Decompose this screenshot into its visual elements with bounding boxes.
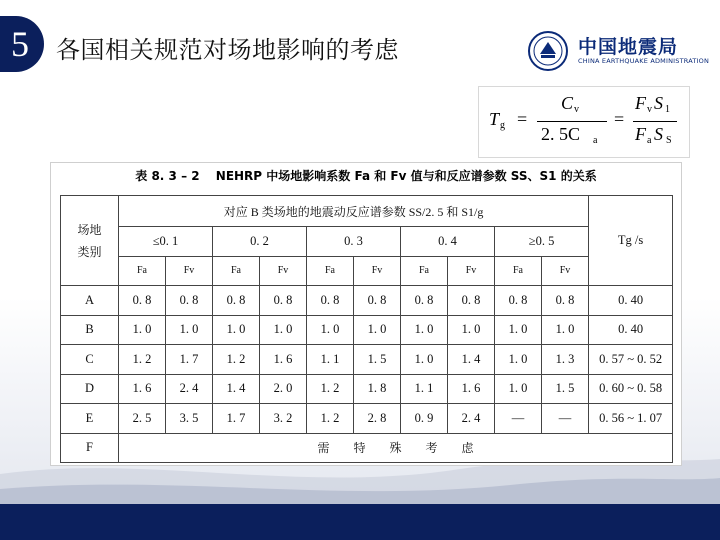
coef-value-cell: 0. 8 (401, 286, 448, 316)
tg-value-cell: 0. 57 ~ 0. 52 (589, 345, 673, 375)
nehrp-table (60, 195, 673, 463)
formula-lhs: T (489, 109, 500, 129)
coef-value-cell: 2. 0 (260, 374, 307, 404)
coef-value-cell: 0. 8 (354, 286, 401, 316)
site-class-cell: B (61, 315, 119, 345)
formula-frac1-line (537, 121, 607, 122)
slide-number-badge (0, 16, 44, 72)
cea-emblem-icon (526, 30, 570, 72)
site-class-cell: E (61, 404, 119, 434)
range-header: ≥0. 5 (495, 227, 589, 257)
table-row (61, 404, 673, 434)
coef-value-cell: 0. 8 (448, 286, 495, 316)
coef-value-cell: 1. 0 (260, 315, 307, 345)
formula-frac2-num-s: S (654, 93, 663, 113)
coef-header: Fv (166, 256, 213, 286)
coef-value-cell: 3. 5 (166, 404, 213, 434)
site-class-cell: D (61, 374, 119, 404)
header-row-ranges (61, 227, 673, 257)
coef-value-cell: 1. 2 (307, 404, 354, 434)
coef-header: Fa (495, 256, 542, 286)
header-row-1 (61, 196, 673, 227)
table-row (61, 345, 673, 375)
tg-value-cell: 0. 56 ~ 1. 07 (589, 404, 673, 434)
coef-value-cell: 1. 0 (401, 345, 448, 375)
coef-value-cell: 1. 3 (542, 345, 589, 375)
footer-bar (0, 504, 720, 540)
coef-header: Fv (542, 256, 589, 286)
table-row-special (61, 433, 673, 463)
coef-value-cell: 1. 1 (401, 374, 448, 404)
coef-value-cell: 1. 0 (166, 315, 213, 345)
coef-value-cell: 2. 5 (119, 404, 166, 434)
table-caption: 表 8. 3 – 2 NEHRP 中场地影响系数 Fa 和 Fv 值与和反应谱参数 SS、S1 的关系 (135, 169, 597, 183)
slide-title: 各国相关规范对场地影响的考虑 (56, 36, 399, 64)
formula-frac2-num-sub1: v (647, 104, 652, 115)
coef-value-cell: 1. 6 (260, 345, 307, 375)
coef-value-cell: 0. 9 (401, 404, 448, 434)
group-header: 对应 B 类场地的地震动反应谱参数 SS/2. 5 和 S1/g (119, 196, 589, 227)
coef-value-cell: 0. 8 (495, 286, 542, 316)
table-row (61, 286, 673, 316)
logo-name-cn: 中国地震局 (578, 36, 679, 58)
formula-frac2-line (633, 121, 677, 122)
coef-value-cell: 0. 8 (542, 286, 589, 316)
coef-value-cell: 0. 8 (166, 286, 213, 316)
special-consideration-cell: 需 特 殊 考 虑 (119, 433, 673, 463)
formula-frac1-num: C (561, 93, 574, 113)
site-class-cell: C (61, 345, 119, 375)
coef-value-cell: 1. 0 (448, 315, 495, 345)
formula-frac2-den-sub1: a (647, 135, 652, 146)
coef-value-cell: 0. 8 (119, 286, 166, 316)
coef-value-cell: 1. 2 (213, 345, 260, 375)
coef-value-cell: 1. 0 (495, 345, 542, 375)
table-row (61, 315, 673, 345)
slide-number: 5 (11, 24, 29, 64)
header-row-coefficients (61, 256, 673, 286)
formula-frac2-num-f: F (635, 93, 646, 113)
coef-value-cell: 1. 0 (401, 315, 448, 345)
coef-value-cell: 1. 0 (119, 315, 166, 345)
tg-value-cell: 0. 60 ~ 0. 58 (589, 374, 673, 404)
coef-header: Fv (448, 256, 495, 286)
logo (526, 30, 716, 72)
coef-header: Fa (401, 256, 448, 286)
coef-header: Fa (119, 256, 166, 286)
coef-value-cell: — (495, 404, 542, 434)
coef-value-cell: 1. 0 (495, 374, 542, 404)
formula-frac2-den-s: S (654, 124, 663, 144)
formula-frac1-den-sub: a (593, 135, 598, 146)
range-header: 0. 3 (307, 227, 401, 257)
coef-value-cell: 1. 0 (542, 315, 589, 345)
coef-value-cell: 2. 8 (354, 404, 401, 434)
coef-value-cell: 1. 2 (119, 345, 166, 375)
coef-value-cell: 0. 8 (213, 286, 260, 316)
coef-value-cell: 1. 0 (307, 315, 354, 345)
coef-value-cell: 1. 4 (213, 374, 260, 404)
coef-value-cell: — (542, 404, 589, 434)
coef-header: Fa (213, 256, 260, 286)
coef-value-cell: 0. 8 (260, 286, 307, 316)
formula-frac1-num-sub: v (574, 104, 579, 115)
coef-value-cell: 2. 4 (448, 404, 495, 434)
site-class-header: 场地 类别 (61, 196, 119, 286)
table-row (61, 374, 673, 404)
coef-value-cell: 1. 7 (166, 345, 213, 375)
formula-frac1-den: 2. 5C (541, 124, 581, 144)
coef-value-cell: 1. 7 (213, 404, 260, 434)
formula-frac2-num-sub2: 1 (665, 104, 670, 115)
coef-header: Fa (307, 256, 354, 286)
site-class-cell: F (61, 433, 119, 463)
tg-header: Tg /s (589, 196, 673, 286)
formula-eq2: = (614, 109, 625, 129)
coef-value-cell: 1. 4 (448, 345, 495, 375)
formula-frac2-den-f: F (635, 124, 646, 144)
tg-value-cell: 0. 40 (589, 315, 673, 345)
coef-value-cell: 1. 2 (307, 374, 354, 404)
nehrp-table-card (50, 162, 682, 466)
tg-formula (478, 86, 690, 158)
coef-value-cell: 3. 2 (260, 404, 307, 434)
formula-lhs-sub: g (500, 120, 505, 131)
tg-value-cell: 0. 40 (589, 286, 673, 316)
coef-value-cell: 1. 6 (119, 374, 166, 404)
coef-value-cell: 1. 0 (495, 315, 542, 345)
coef-header: Fv (260, 256, 307, 286)
coef-value-cell: 1. 6 (448, 374, 495, 404)
coef-value-cell: 1. 5 (542, 374, 589, 404)
coef-value-cell: 1. 0 (213, 315, 260, 345)
coef-value-cell: 1. 0 (354, 315, 401, 345)
range-header: 0. 2 (213, 227, 307, 257)
coef-value-cell: 0. 8 (307, 286, 354, 316)
formula-eq1: = (517, 109, 528, 129)
coef-value-cell: 1. 5 (354, 345, 401, 375)
coef-value-cell: 1. 8 (354, 374, 401, 404)
range-header: 0. 4 (401, 227, 495, 257)
range-header: ≤0. 1 (119, 227, 213, 257)
coef-value-cell: 1. 1 (307, 345, 354, 375)
logo-name-en: CHINA EARTHQUAKE ADMINISTRATION (578, 57, 710, 65)
formula-frac2-den-sub2: S (666, 135, 672, 146)
coef-header: Fv (354, 256, 401, 286)
coef-value-cell: 2. 4 (166, 374, 213, 404)
site-class-cell: A (61, 286, 119, 316)
